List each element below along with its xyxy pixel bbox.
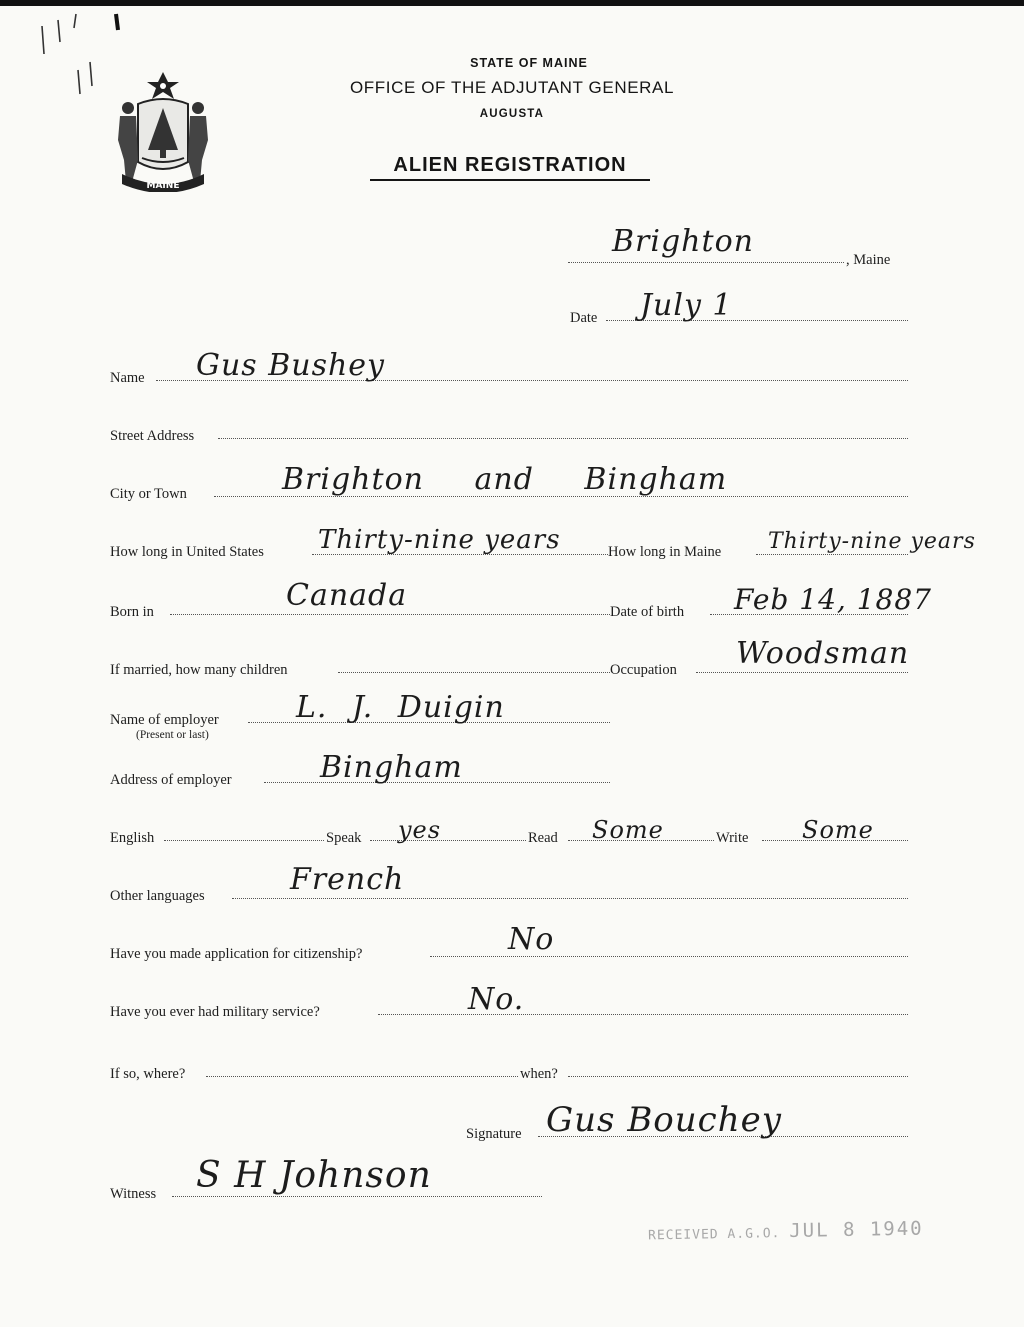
write-label: Write [716,830,749,846]
header-state: STATE OF MAINE [470,56,588,70]
received-stamp [648,1218,924,1245]
where-label: If so, where? [110,1066,186,1082]
english-label: English [110,830,155,846]
employer-name-label: Name of employer [110,712,219,728]
where-line [206,1076,518,1077]
date-value[interactable]: July 1 [640,288,733,323]
witness-label: Witness [110,1186,157,1202]
how-long-maine-value[interactable]: Thirty-nine years [768,529,976,554]
street-address-label: Street Address [110,428,195,444]
speak-label: Speak [326,830,362,846]
military-line [378,1014,908,1015]
children-line [338,672,610,673]
read-label: Read [528,830,558,846]
occupation-line [696,672,908,673]
military-value[interactable]: No. [468,982,525,1017]
street-address-line [218,438,908,439]
born-in-label: Born in [110,604,154,620]
born-in-value[interactable]: Canada [286,578,408,613]
name-value[interactable]: Gus Bushey [196,348,386,383]
military-label: Have you ever had military service? [110,1004,320,1020]
dob-value[interactable]: Feb 14, 1887 [734,583,932,616]
header-office: OFFICE OF THE ADJUTANT GENERAL [349,78,675,97]
seal-ribbon-text: MAINE [146,181,180,191]
employer-address-label: Address of employer [110,772,232,788]
when-line [568,1076,908,1077]
speak-line [370,840,526,841]
received-stamp-text: RECEIVED A.G.O. [647,1226,781,1244]
citizenship-value[interactable]: No [508,922,555,957]
when-label: when? [520,1066,558,1082]
form-title: ALIEN REGISTRATION [370,154,650,181]
how-long-us-label: How long in United States [110,544,264,560]
citizenship-label: Have you made application for citizenship? [110,946,363,962]
employer-name-sublabel: (Present or last) [136,729,209,741]
witness-value[interactable]: S H Johnson [196,1155,432,1196]
occupation-value[interactable]: Woodsman [736,636,910,671]
how-long-us-value[interactable]: Thirty-nine years [318,525,561,555]
write-value[interactable]: Some [802,816,874,844]
received-stamp-date: JUL 8 1940 [789,1217,924,1242]
signature-value[interactable]: Gus Bouchey [546,1100,782,1140]
place-value[interactable]: Brighton [612,224,754,259]
scan-top-border [0,0,1024,6]
witness-line [172,1196,542,1197]
speak-value[interactable]: yes [398,816,442,844]
place-line [568,262,844,263]
occupation-label: Occupation [610,662,677,678]
children-label: If married, how many children [110,662,288,678]
how-long-maine-label: How long in Maine [608,544,722,560]
city-value[interactable]: Brighton and Bingham [282,462,728,497]
employer-name-value[interactable]: L. J. Duigin [296,690,505,725]
place-maine-label: , Maine [846,252,891,268]
date-label: Date [570,310,598,326]
employer-address-value[interactable]: Bingham [320,750,463,785]
dob-label: Date of birth [610,604,685,620]
header-city: AUGUSTA [479,108,545,120]
other-languages-line [232,898,908,899]
read-value[interactable]: Some [592,816,664,844]
name-label: Name [110,370,145,386]
citizenship-line [430,956,908,957]
english-line [164,840,324,841]
signature-label: Signature [466,1126,522,1142]
other-languages-label: Other languages [110,888,205,904]
city-label: City or Town [110,486,187,502]
other-languages-value[interactable]: French [290,862,405,897]
born-in-line [170,614,610,615]
